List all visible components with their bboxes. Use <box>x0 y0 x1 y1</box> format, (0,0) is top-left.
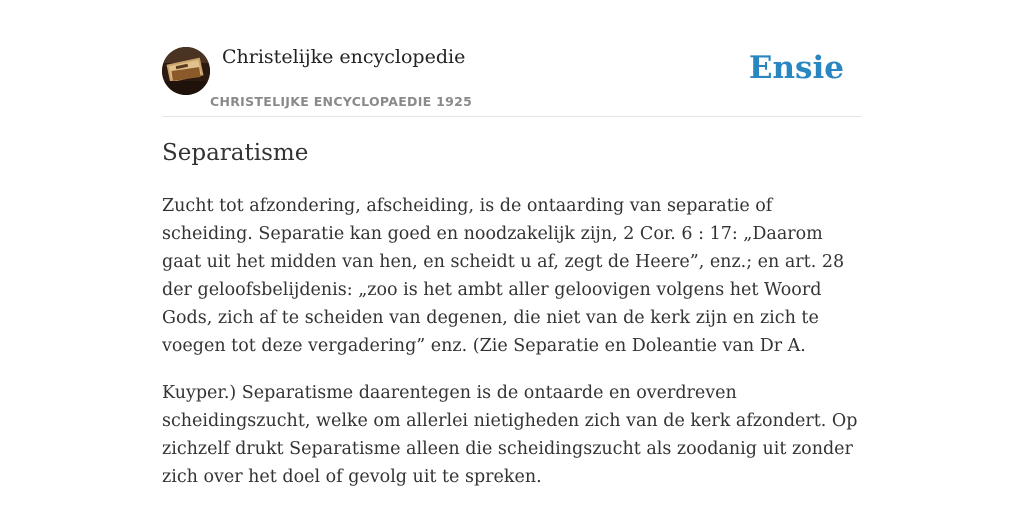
article-body <box>162 192 866 510</box>
header <box>162 0 862 117</box>
source-title[interactable]: Christelijke encyclopedie <box>222 46 466 68</box>
ensie-logo[interactable]: Ensie <box>748 50 844 86</box>
book-photo-icon <box>162 47 210 95</box>
article-title: Separatisme <box>162 140 309 166</box>
article-paragraph: Zucht tot afzondering, afscheiding, is de ontaarding van separatie of scheiding. Separatie kan goed en noodzakelijk zijn, 2 Cor. 6 : 17: „Daarom gaat uit het midden van hen, en scheidt u af, zegt de Heere”, enz.; en art. 28 der geloofsbelijdenis: „zoo is het ambt aller geloovigen volgens het Woord Gods, zich af te scheiden van degenen, die niet van de kerk zijn en zich te voegen tot deze vergadering” enz. (Zie Separatie en Doleantie van Dr A. <box>162 196 845 356</box>
article-paragraph: Kuyper.) Separatisme daarentegen is de ontaarde en overdreven scheidingszucht, welke om allerlei nietigheden zich van de kerk afzondert. Op zichzelf drukt Separatisme alleen die scheidingszucht als zoodanig uit zonder zich over het doel of gevolg uit te spreken. <box>162 383 858 487</box>
page <box>162 0 862 512</box>
avatar[interactable] <box>162 47 210 95</box>
source-subtitle: CHRISTELIJKE ENCYCLOPAEDIE 1925 <box>210 94 473 109</box>
